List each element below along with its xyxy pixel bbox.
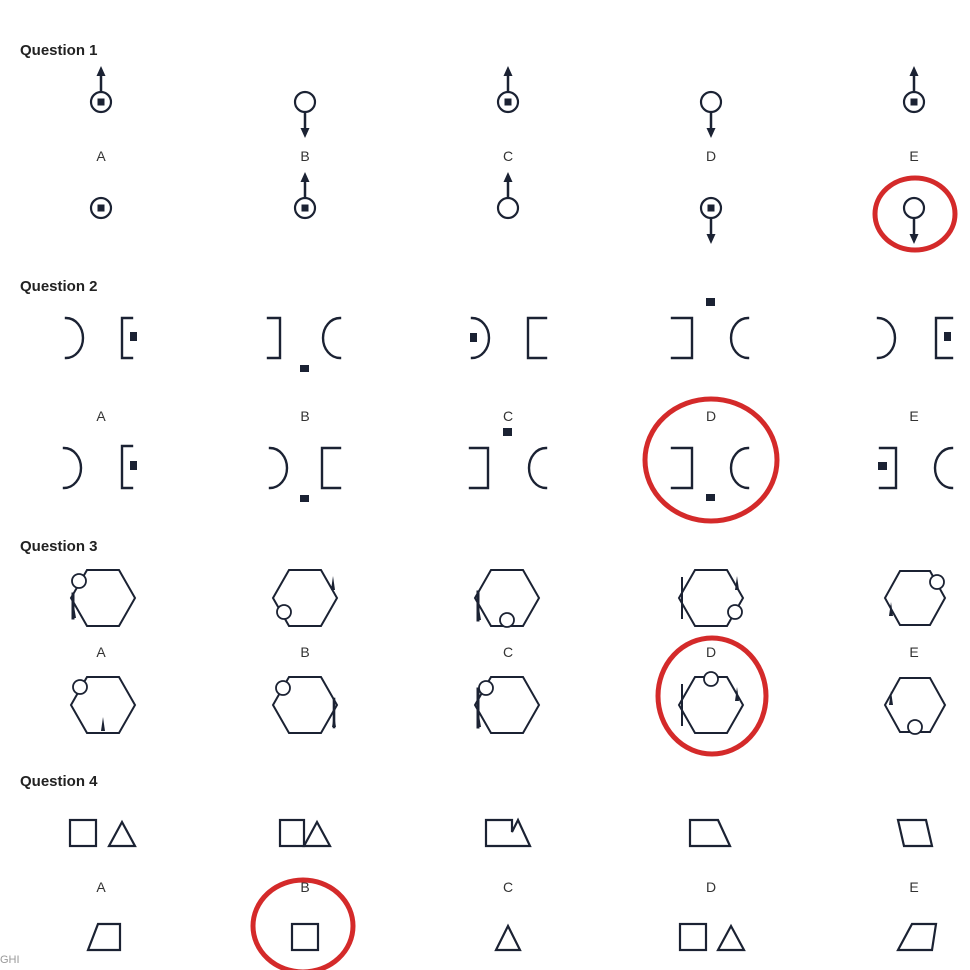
question-4-title: Question 4 <box>20 773 98 790</box>
q4-option-d-label: D <box>705 879 717 895</box>
q2-top-2 <box>268 318 340 372</box>
q1-option-b-label: B <box>300 148 310 164</box>
q1-option-d-figure[interactable] <box>701 198 721 244</box>
q4-option-d-figure[interactable] <box>680 924 744 950</box>
q3-top-5 <box>885 571 945 625</box>
q2-option-e-figure[interactable] <box>878 448 952 488</box>
q3-option-e-label: E <box>909 644 919 660</box>
q1-option-c-label: C <box>502 148 514 164</box>
q2-option-d-label: D <box>705 408 717 424</box>
q1-option-d-label: D <box>705 148 717 164</box>
q3-option-c-figure[interactable] <box>475 677 539 733</box>
q1-top-3 <box>498 66 518 112</box>
q3-option-d-label: D <box>705 644 717 660</box>
q2-answer-circle <box>645 399 777 521</box>
q4-option-c-label: C <box>502 879 514 895</box>
question-1-title: Question 1 <box>20 42 98 59</box>
q4-option-a-figure[interactable] <box>88 924 120 950</box>
q4-option-c-figure[interactable] <box>496 926 520 950</box>
q2-top-3 <box>470 318 546 358</box>
watermark: GHI <box>0 954 20 966</box>
question-3-title: Question 3 <box>20 538 98 555</box>
q4-top-1 <box>70 820 135 846</box>
q3-option-d-figure[interactable] <box>679 672 743 733</box>
q4-top-4 <box>690 820 730 846</box>
q3-option-a-figure[interactable] <box>71 677 135 733</box>
q4-top-3 <box>486 820 530 846</box>
q4-option-a-label: A <box>96 879 106 895</box>
q2-option-e-label: E <box>909 408 919 424</box>
q2-top-5 <box>878 318 952 358</box>
q3-option-e-figure[interactable] <box>885 678 945 734</box>
q4-option-e-label: E <box>909 879 919 895</box>
q2-option-c-figure[interactable] <box>470 428 546 488</box>
q3-top-2 <box>273 570 337 626</box>
q1-option-e-label: E <box>909 148 919 164</box>
q2-option-b-label: B <box>300 408 310 424</box>
q4-option-e-figure[interactable] <box>898 924 936 950</box>
q2-option-d-figure[interactable] <box>672 448 748 501</box>
q2-option-a-figure[interactable] <box>64 446 137 488</box>
q4-option-b-figure[interactable] <box>292 924 318 950</box>
q3-option-b-figure[interactable] <box>273 677 337 733</box>
q1-option-a-figure[interactable] <box>91 198 111 218</box>
q2-option-a-label: A <box>96 408 106 424</box>
question-2-title: Question 2 <box>20 278 98 295</box>
q2-top-4 <box>672 298 748 358</box>
q1-option-a-label: A <box>96 148 106 164</box>
q3-top-4 <box>679 570 743 626</box>
q1-top-5 <box>904 66 924 112</box>
q3-top-1 <box>71 570 135 626</box>
q3-option-c-label: C <box>502 644 514 660</box>
q3-option-a-label: A <box>96 644 106 660</box>
q2-option-c-label: C <box>502 408 514 424</box>
q2-option-b-figure[interactable] <box>270 448 340 502</box>
q4-option-b-label: B <box>300 879 310 895</box>
q2-top-1 <box>66 318 137 358</box>
q3-option-b-label: B <box>300 644 310 660</box>
q1-option-e-figure[interactable] <box>904 198 924 244</box>
q4-top-2 <box>280 820 330 846</box>
q1-top-1 <box>91 66 111 112</box>
q1-top-2 <box>295 92 315 138</box>
q3-top-3 <box>475 570 539 627</box>
q1-option-c-figure[interactable] <box>498 172 518 218</box>
q4-top-5 <box>898 820 932 846</box>
q1-option-b-figure[interactable] <box>295 172 315 218</box>
q1-top-4 <box>701 92 721 138</box>
